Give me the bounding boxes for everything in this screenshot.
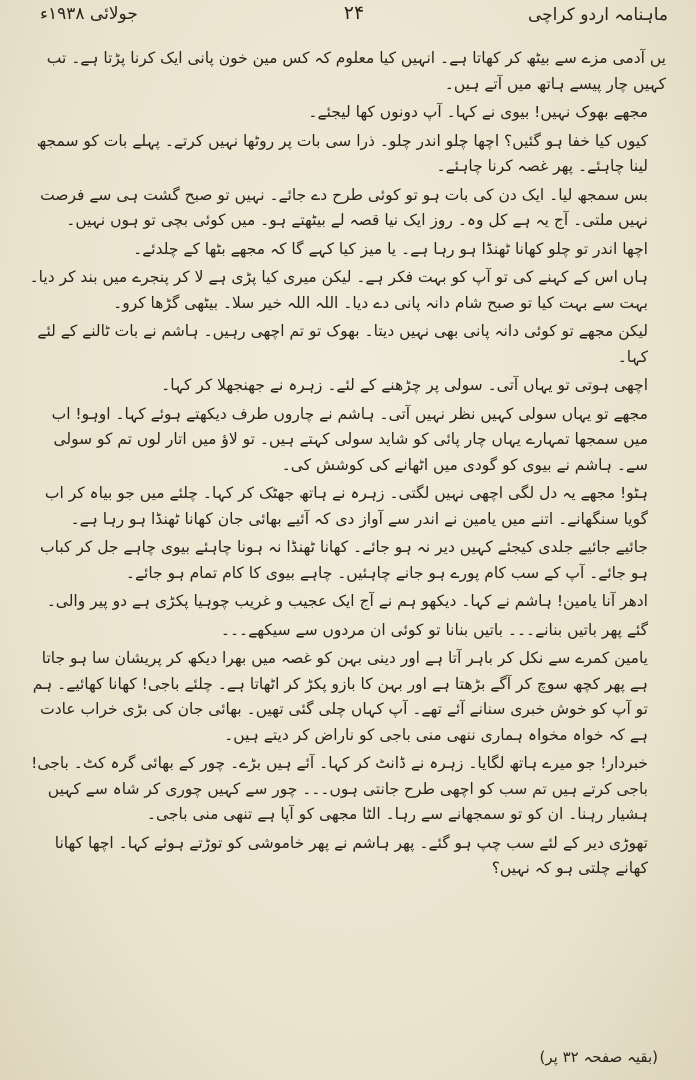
page-number: ۲۴ xyxy=(343,2,365,24)
paragraph: خبردار! جو میرے ہاتھ لگایا۔ زہرہ نے ڈانٹ کر کہا۔ آئے ہیں بڑے۔ چور کے بھائی گرہ کٹ۔ باجی! باجی کرتے ہیں تم سب کو اچھی طرح جانتی ہوں۔۔۔ چور سے کہیں چوری کر شاہ سے کہیں ہشیار رہنا۔ ان کو تو سمجھانے سے رہا۔ الٹا مجھی کو آپا ہے تنھی منی باجی۔ xyxy=(31,754,648,823)
paragraph: گئے پھر باتیں بنانے۔۔۔ باتیں بنانا تو کوئی ان مردوں سے سیکھے۔۔۔ xyxy=(220,620,648,639)
paragraph: بس سمجھ لیا۔ ایک دن کی بات ہو تو کوئی طرح دے جائے۔ نہیں تو صبح گشت ہی سے فرصت نہیں ملتی۔ آج یہ ہے کل وہ۔ روز ایک نیا قصہ لے بیٹھتے ہو۔ میں کوئی بچی تو ہوں نہیں۔ xyxy=(40,185,648,229)
journal-name: ماہنامہ اردو کراچی xyxy=(527,5,668,25)
paragraph: ہاں اس کے کہنے کی تو آپ کو بہت فکر ہے۔ لیکن میری کیا پڑی ہے لا کر پنجرے میں بند کر دیا۔ بہت سے بہت کیا تو صبح شام دانہ پانی دے دیا۔ اللہ اللہ خیر سلا۔ بیٹھی گڑھا کرو۔ xyxy=(29,268,648,312)
continuation-note: (بقیہ صفحہ ۳۲ پر) xyxy=(539,1048,658,1066)
paragraph: مجھے بھوک نہیں! بیوی نے کہا۔ آپ دونوں کھا لیجئے۔ xyxy=(308,103,648,121)
page-header xyxy=(40,4,668,34)
paragraph: ادھر آنا یامین! ہاشم نے کہا۔ دیکھو ہم نے آج ایک عجیب و غریب چوہیا پکڑی ہے دو پیر والی۔ xyxy=(46,592,648,610)
story-body xyxy=(28,46,666,1050)
paragraph: اچھا اندر تو چلو کھانا ٹھنڈا ہو رہا ہے۔ یا میز کیا کہے گا کہ مجھے بٹھا کے چلدئے۔ xyxy=(133,239,648,258)
paragraph: مجھے تو یہاں سولی کہیں نظر نہیں آتی۔ ہاشم نے چاروں طرف دیکھتے ہوئے کہا۔ اوہو! اب میں سمجھا تمہارے یہاں چار پائی کو شاید سولی کہتے ہیں۔ تو لاؤ میں اتار لوں تم کو سولی سے۔ ہاشم نے بیوی کو گودی میں اٹھانے کی کوشش کی۔ xyxy=(51,404,648,474)
paragraph: لیکن مجھے تو کوئی دانہ پانی بھی نہیں دیتا۔ بھوک تو تم اچھی رہیں۔ ہاشم نے بات ٹالنے کے لئے کہا۔ xyxy=(37,322,648,366)
paragraph: تھوڑی دیر کے لئے سب چپ ہو گئے۔ پھر ہاشم نے پھر خاموشی کو توڑتے ہوئے کہا۔ اچھا کھانا کھانے چلتی ہو کہ نہیں؟ xyxy=(54,833,648,877)
issue-date: جولائی ۱۹۳۸ء xyxy=(40,4,138,24)
paragraph: اچھی ہوتی تو یہاں آتی۔ سولی پر چڑھنے کے لئے۔ زہرہ نے جھنجھلا کر کہا۔ xyxy=(161,376,648,394)
paragraph: جائیے جائیے جلدی کیجئے کہیں دیر نہ ہو جائے۔ کھانا ٹھنڈا نہ ہونا چاہئے بیوی چاہے جل کر کباب ہو جائے۔ آپ کے سب کام پورے ہو جانے چاہئیں۔ چاہے بیوی کا کام تمام ہو جائے۔ xyxy=(40,538,648,582)
paragraph: کیوں کیا خفا ہو گئیں؟ اچھا چلو اندر چلو۔ ذرا سی بات پر روٹھا نہیں کرتے۔ پہلے بات کو سمجھ لینا چاہئے۔ پھر غصہ کرنا چاہئے۔ xyxy=(36,131,648,175)
paragraph: یامین کمرے سے نکل کر باہر آتا ہے اور دینی بہن کو غصہ میں بھرا دیکھ کر پریشان سا ہو جاتا ہے پھر کچھ سوچ کر آگے بڑھتا ہے اور بہن کا بازو پکڑ کر اٹھاتا ہے۔ چلئے باجی! کھانا کھائیے۔ ہم تو آپ کو خوش خبری سنانے آئے تھے۔ آپ کہاں چلی گئی تھیں۔ بھائی جان کی بڑی خراب عادت ہے کہ خواہ مخواہ ہماری ننھی منی باجی کو ناراض کر دیتے ہیں۔ xyxy=(32,649,648,744)
paragraph: ہٹو! مجھے یہ دل لگی اچھی نہیں لگتی۔ زہرہ نے ہاتھ جھٹک کر کہا۔ چلئے میں جو بیاہ کر اب گویا سنگھانے۔ اتنے میں یامین نے اندر سے آواز دی کہ آئیے بھائی جان کھانا ٹھنڈا ہو رہا ہے۔ xyxy=(44,484,648,528)
paragraph: یں آدمی مزے سے بیٹھ کر کھاتا ہے۔ انہیں کیا معلوم کہ کس مین خون پانی ایک کرنا پڑتا ہے۔ تب کہیں چار پیسے ہاتھ میں آتے ہیں۔ xyxy=(46,49,666,93)
